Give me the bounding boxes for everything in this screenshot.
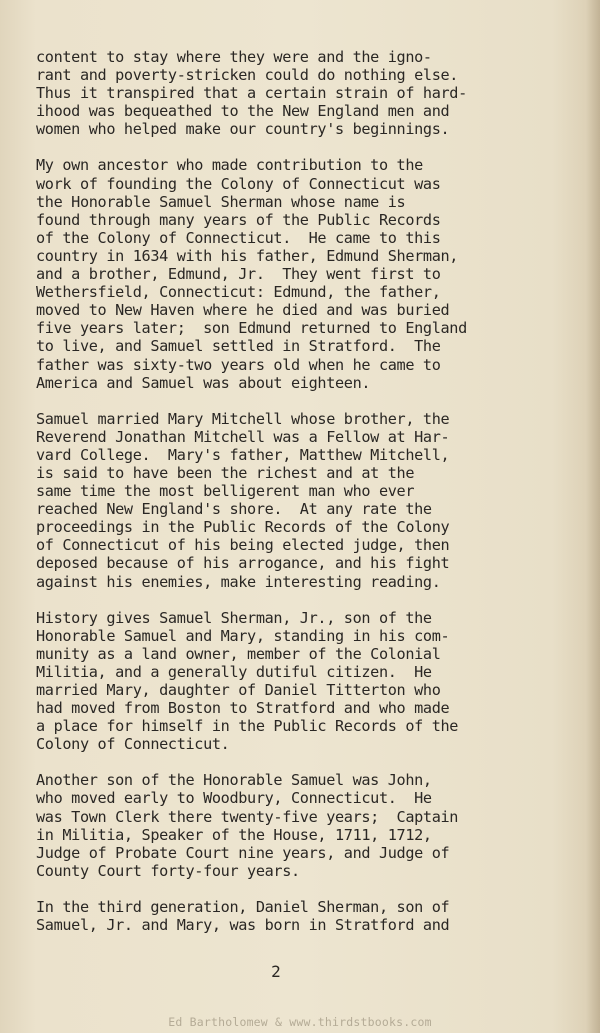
text-line: work of founding the Colony of Connecticut was — [36, 174, 441, 193]
text-line: five years later; son Edmund returned to England — [36, 319, 467, 338]
text-line: Samuel married Mary Mitchell whose brother, the — [36, 409, 450, 428]
text-line: Honorable Samuel and Mary, standing in his com- — [36, 626, 450, 645]
text-line: found through many years of the Public Records — [36, 210, 441, 229]
text-line: Judge of Probate Court nine years, and Judge of — [36, 843, 450, 862]
text-line: munity as a land owner, member of the Colonial — [36, 644, 441, 663]
text-line: rant and poverty-stricken could do nothing else. — [36, 66, 459, 85]
text-line: and a brother, Edmund, Jr. They went first to — [36, 265, 441, 284]
watermark-footer: Ed Bartholomew & www.thirdstbooks.com — [168, 1015, 432, 1029]
text-line: In the third generation, Daniel Sherman, son of — [36, 897, 450, 916]
text-line: is said to have been the richest and at the — [36, 463, 415, 482]
paragraph — [36, 156, 588, 391]
text-line: of the Colony of Connecticut. He came to this — [36, 228, 441, 247]
text-line: ihood was bequeathed to the New England men and — [36, 102, 450, 121]
text-line: Colony of Connecticut. — [36, 735, 230, 754]
text-line: same time the most belligerent man who ever — [36, 482, 415, 501]
page-number — [0, 962, 552, 981]
text-line: of Connecticut of his being elected judge, then — [36, 536, 450, 555]
text-line: Reverend Jonathan Mitchell was a Fellow at Har- — [36, 427, 450, 446]
paragraph — [36, 609, 588, 754]
text-line: in Militia, Speaker of the House, 1711, 1712, — [36, 825, 432, 844]
paragraph — [36, 898, 588, 934]
text-line: County Court forty-four years. — [36, 861, 300, 880]
text-line: America and Samuel was about eighteen. — [36, 373, 371, 392]
text-line: Another son of the Honorable Samuel was John, — [36, 771, 432, 790]
text-line: deposed because of his arrogance, and his fight — [36, 554, 450, 573]
page-spine-shadow — [586, 0, 600, 1033]
text-line: Wethersfield, Connecticut: Edmund, the father, — [36, 283, 441, 302]
text-line: reached New England's shore. At any rate the — [36, 500, 432, 519]
text-line: My own ancestor who made contribution to the — [36, 156, 423, 175]
text-line: father was sixty-two years old when he came to — [36, 355, 441, 374]
text-line: proceedings in the Public Records of the Colony — [36, 518, 450, 537]
text-line: a place for himself in the Public Records of the — [36, 717, 459, 736]
text-line: against his enemies, make interesting reading. — [36, 572, 441, 591]
text-line: content to stay where they were and the igno- — [36, 48, 432, 66]
text-line: married Mary, daughter of Daniel Titterton who — [36, 681, 441, 699]
text-line: moved to New Haven where he died and was buried — [36, 301, 450, 320]
text-line: country in 1634 with his father, Edmund Sherman, — [36, 246, 459, 265]
paragraph — [36, 410, 588, 591]
page-number-label: 2 — [271, 962, 281, 981]
text-line: vard College. Mary's father, Matthew Mitchell, — [36, 445, 450, 464]
text-line: History gives Samuel Sherman, Jr., son of the — [36, 608, 432, 627]
text-line: to live, and Samuel settled in Stratford. The — [36, 337, 441, 356]
text-line: Thus it transpired that a certain strain of hard- — [36, 84, 467, 103]
text-line: had moved from Boston to Stratford and who made — [36, 699, 450, 718]
text-line: who moved early to Woodbury, Connecticut. He — [36, 789, 432, 808]
text-line: Militia, and a generally dutiful citizen. He — [36, 662, 432, 681]
text-line: the Honorable Samuel Sherman whose name is — [36, 192, 406, 211]
body-text — [36, 48, 588, 952]
paragraph — [36, 48, 588, 138]
text-line: women who helped make our country's beginnings. — [36, 120, 450, 139]
text-line: was Town Clerk there twenty-five years; Captain — [36, 807, 459, 826]
text-line: Samuel, Jr. and Mary, was born in Stratford and — [36, 916, 450, 935]
paragraph — [36, 771, 588, 880]
